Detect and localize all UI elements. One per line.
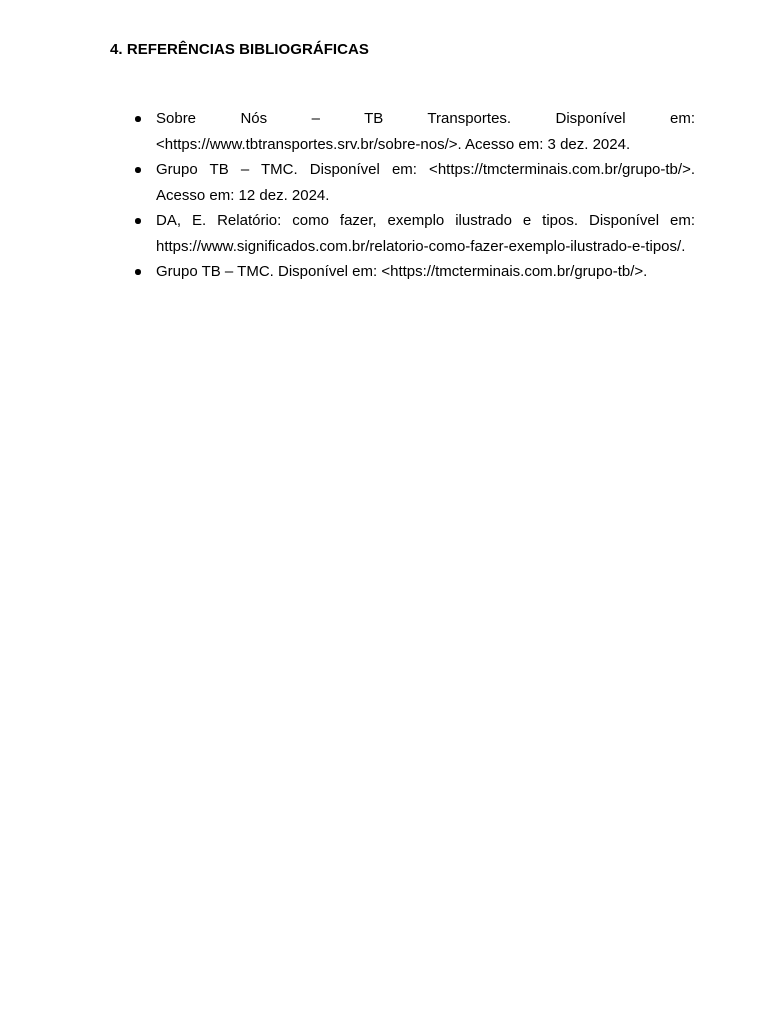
reference-item: [156, 259, 695, 285]
reference-text: DA, E. Relatório: como fazer, exemplo ilustrado e tipos. Disponível em: https://www.significados.com.br/relatorio-como-fazer-exemplo-ilustrado-e-tipos/.: [156, 212, 695, 255]
reference-item: [156, 106, 695, 157]
section-title: 4. REFERÊNCIAS BIBLIOGRÁFICAS: [110, 41, 369, 58]
reference-text: Grupo TB – TMC. Disponível em: <https://tmcterminais.com.br/grupo-tb/>.: [156, 263, 648, 280]
reference-text: Grupo TB – TMC. Disponível em: <https://tmcterminais.com.br/grupo-tb/>. Acesso em: 12 dez. 2024.: [156, 161, 695, 204]
reference-item: [156, 157, 695, 208]
reference-text: Sobre Nós – TB Transportes. Disponível em: <https://www.tbtransportes.srv.br/sobre-nos/>. Acesso em: 3 dez. 2024.: [156, 110, 695, 153]
reference-item: [156, 208, 695, 259]
reference-list: [156, 106, 695, 285]
